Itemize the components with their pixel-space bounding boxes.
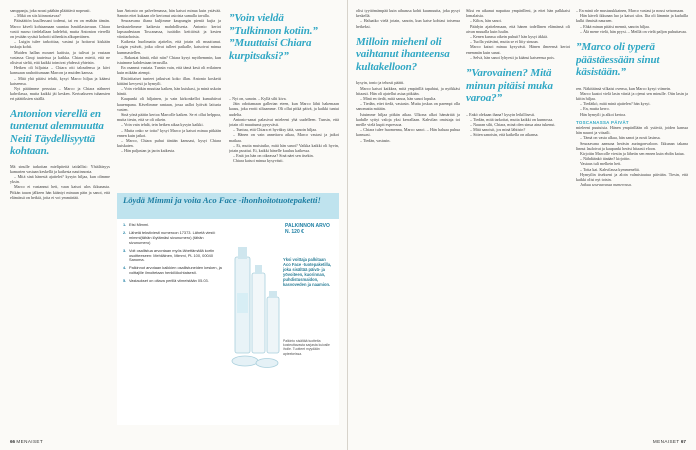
paragraph: Marco katsoi minua kysyvästi. Hänen ilmeensä kertoi enemmän kuin sanat. xyxy=(466,44,570,55)
step-number: 1. xyxy=(123,222,127,227)
promo-step xyxy=(123,231,225,246)
promo-step xyxy=(123,266,225,276)
paragraph: – Sitten sanoisin, että kaikella on aikansa. xyxy=(470,132,539,138)
step-text: Lähetä tekstiviesti numeroon 17373. Lähetä viesti: mimmi(tähän löytämäsi sivunumero) (tähän sivunumero) xyxy=(129,229,216,245)
pull-quote: ”Marco oli typerä päästäessään sinut käsistään.” xyxy=(576,41,660,79)
paragraph: Antonio-sanat palasivat mieleeni yhä uudelleen. Tunsin, että jotain oli muuttunut pysyvästi. xyxy=(229,116,339,128)
paragraph: – Nähdäänkö tänään? kirjoitin. xyxy=(580,156,631,162)
paragraph: Hymyilin itsekseni ja aloin valmistautua päivään. Tiesin, että kaikki olisi nyt toisin. xyxy=(576,171,688,182)
right-column-3 xyxy=(576,8,688,438)
paragraph: Kaupunki oli hiljainen, ja vain kirkonkellot kumahtivat kauempana. Kävelimme rantaan, jossa aallot lyöivät laituria vasten. xyxy=(117,96,221,112)
paragraph: Seuraavana iltana kuljimme kaupungin pieniä kujia ja keskustelimme kaikesta mahdollisesta. Antonio kertoi lapsuudestaan Toscanassa, isoäidin keittiöstä ja kesien viinitarhoista. xyxy=(117,18,221,40)
paragraph: – Tämä on vasta alkua, hän sanoi ja nosti lasinsa. xyxy=(580,135,661,141)
step-number: 5. xyxy=(123,278,127,284)
paragraph: – Tuntuu, että Chiara ei hyväksy tätä, sanoin hiljaa. xyxy=(233,127,318,133)
paragraph: – Nyt on, sanoin. – Kyllä silti kiva. xyxy=(229,96,287,101)
step-text: Voit osallistua arvontaan myös lähettämällä kortin osoitteeseen: Mehiläinen, Mimmi, PL 100, 00040 Sanoma. xyxy=(129,247,215,263)
paragraph: – Tiedätkö, mitä minä ajattelen? hän kysyi. xyxy=(580,101,651,107)
paragraph: Kaikesta huolimatta ajattelin, että jotain oli muuttunut. Luigin ystävät, jotka olivat tulleet paikalle, katsoivat minua kummastellen. xyxy=(117,39,221,55)
paragraph: Hän hymyili ja alkoi kertoa. xyxy=(580,111,627,117)
paragraph: – Tiedän, vastasin. xyxy=(360,137,391,143)
paragraph: kun Antonio on palvelemassa, hän katsoi minua kuin ystävää. Sanoin ettei kukaan ole kertonut asioista samalla tavalla. xyxy=(117,8,221,19)
paragraph: Vastaus tuli melkein heti. xyxy=(580,161,622,167)
paragraph: ren. Näköäänsä vilkaisi ovensa, kun Marco kysyi viimein. xyxy=(576,85,672,91)
left-column-1 xyxy=(10,8,110,438)
paragraph: Marco ei vastannut heti, vaan katsoi ulos ikkunasta. Pitkän tauon jälkeen hän kääntyi minuun päin ja sanoi, että elämässä on hetkiä, joita ei voi ymmärtää. xyxy=(10,184,110,200)
promo-steps xyxy=(123,223,225,287)
paragraph: Kirjoitin Marcolle viestin ja lähetin sen ennen kuin ehdin katua. xyxy=(580,150,685,156)
paragraph: Marco kaatoi vielä lasin viiniä ja ojensi sen minulle. Otin lasin ja kiitin hiljaa. xyxy=(576,90,688,101)
prize-area xyxy=(229,223,333,415)
promo-title: Löydä Mimmi ja voita Aco Face -ihonhoitotuotepaketti! xyxy=(123,195,321,205)
paragraph: – Nauran silti, Chiara, minä olen sinua aina tukenut. xyxy=(470,121,556,127)
product-bottles-icon xyxy=(231,243,281,373)
paragraph: Hetken oli hiljaista – Chiara otti taloudensa ja kävi kanssaan rauhoittumaan Marcon ja muiden kanssa. xyxy=(10,65,110,76)
paragraph: kysyin, tonio ja tehosti päätti. xyxy=(356,80,405,86)
prize-value: PALKINNON ARVO N. 120 € xyxy=(285,223,330,235)
magazine-name: MENAISET xyxy=(652,439,680,444)
promo-step xyxy=(123,249,225,264)
contest-promo-box xyxy=(117,193,339,425)
paragraph: samppanja, joka nousi päähän pläättävä nopeasti. xyxy=(10,8,91,13)
left-column-2 xyxy=(117,8,221,188)
paragraph: olisi tyyttömämpää kuin aihaassa kohti kuumuutta, joka pysyi keskellä. xyxy=(356,8,460,19)
pull-quote: ”Voin vieldä ”Tulkinnon kotiin.” ”Muuttaisi Chiara kurpitsaksi?” xyxy=(229,12,318,62)
paragraph: Hän käveli ikkunan luo ja katsoi ulos. Ilta oli lämmin ja kaduilla kulki ihmisiä nauraen. xyxy=(576,13,688,24)
paragraph: Sinä yönä päätin kertoa Marcolle kaiken. Se ei ollut helppoa, mutta tiesin, että se oli oikein. xyxy=(117,112,221,123)
paragraph: – Hän paljastan ja jaoin kaikesta. xyxy=(121,148,176,154)
paragraph: – Kenen kanssa oikein puhuit? hän kysyi äkkiä. xyxy=(470,34,548,40)
right-column-2 xyxy=(466,8,570,438)
paragraph: – Totta kai. Kahvilassa kymmeneltä. xyxy=(580,166,640,172)
paragraph: mieleeni puutuisia. Hänen ympärillään oli ystäviä, joiden kanssa hän nauroi ja vitsaili. xyxy=(576,124,688,136)
paragraph: – Voin vieläkin muuttaa kaiken, hän kuiskasi, ja minä uskoin häntä. xyxy=(117,86,221,97)
right-page xyxy=(348,0,696,450)
paragraph: Nyt päätimme perustaa – Marco ja Chiara nähneet kahvilassa, mutta kaikki jäi kesken. Kertoakseen tuhansien eri päätöksien sisällä. xyxy=(10,86,110,102)
paragraph: – Luigin tulee tarkoittaa, vastasi ja hoitavat kiskään tuskaja kohti. xyxy=(10,39,110,50)
paragraph: – Enkö olekaan ihana? kysyin leikillisesti. xyxy=(466,111,536,117)
paragraph: – Voin vain tehdä, tein hetken aikaa kysyin kaikki. xyxy=(121,122,204,128)
paragraph: En osannut vastata. Tunsin vain, että tämä kesä oli erilainen kuin mikään aiempi. xyxy=(117,65,221,76)
promo-step xyxy=(123,279,225,284)
step-text: Vastaukset on oltava perillä viimeistään 05.03. xyxy=(129,278,209,284)
step-text: Palkinnot arvotaan kaikkien osallistuneiden kesken, ja voittajille ilmoitetaan henkilökohtaisesti. xyxy=(129,265,222,276)
pull-quote: Antonion vierellä en tuntenut alemmuutta Neiti Täydellisyyttä kohtaan. xyxy=(10,107,104,158)
paragraph: Pääsäätiön kuullessani todensi, tai en on enähän tämän. Marco käveli kohtaamaan suuntaa Ismitilastuvuun. Chiara vastti marso tiedelallaan ladelehti, mutta Antonion vierellä on jestään sysäsä kohotti siihenkin alkuperäinen. xyxy=(10,18,110,40)
paragraph: – Mikä on siis kiinnostavaa? xyxy=(14,13,61,19)
paragraph: Istuimme hiljaa pitkän aikaa. Ulkona alkoi hämärtää ja kadulle syttyi valoja yksi kerrallaan. Kahvilan omistaja toi meille vielä kupit espressoa. xyxy=(356,111,460,127)
section-subhead: TOSCANASSA PÄIVÄT xyxy=(576,119,629,125)
paragraph: – Mitä sanoisit, jos minä lähtisin? xyxy=(470,127,526,133)
promo-header xyxy=(117,193,339,219)
paragraph: – Hänen on vain annettava aikaa, Marco vastasi ja jatkoi matkaa. xyxy=(229,132,339,143)
paragraph: – Älä mene vielä, hän pyysi. – Meillä on vielä paljon puhuttavaa. xyxy=(580,28,687,34)
paragraph: – Ei, mutta muistutko, mitä hän sanoi? Vaikka kaikki oli hyvin, jotain puuttui. Ei, kaikki hänelle kuuluu kaikessa. xyxy=(229,142,339,154)
paragraph: – Ehkä minun pitäisi mennä, sanoin hiljaa. xyxy=(580,23,650,29)
paragraph: – Rakastat häntä, eikö niin? Chiara kysyi myöhemmin, kun istuimme kahdestaan terassilla. xyxy=(117,54,221,66)
step-text: Etsi Mimmi. xyxy=(129,222,150,227)
step-number: 3. xyxy=(123,247,127,253)
paragraph: Seuraavana aamuna heräsin auringonvaloon. Ikkunan takana linnut lauloivat ja kaupunki heräsi hitaasti eloon. xyxy=(576,140,688,151)
paragraph: – Tiedän, mitä tarkoitat, mutta kaikki on kunnossa. xyxy=(470,116,554,122)
paragraph: – Tiedän, ettet tiedä, vastasin. Mutta joskus on parempi olla sanomatta mitään. xyxy=(356,101,460,112)
prize-fineprint: Palkinto sisältää tuotteita kosteuttavasta sarjasta kuivalle iholle. Tuotteet myydään apteekeissa. xyxy=(283,339,330,356)
page-number: 66 xyxy=(10,439,16,444)
paragraph: Jatkuu seuraavassa numerossa. xyxy=(580,182,632,188)
page-folio xyxy=(653,439,686,444)
page-folio xyxy=(10,439,43,444)
right-column-1 xyxy=(356,8,460,438)
paragraph: – Entä jos hän on oikeassa? Sinä näet sen itsekin. xyxy=(233,153,314,159)
paragraph: – En minä ole mustasukkainen, Marco vastasi ja nousi seisomaan. xyxy=(576,8,685,13)
paragraph: – Mutta onko se totta? kysyi Marco ja katsoi minua pitkään ennen kuin jatkoi. xyxy=(117,127,221,138)
prize-description: Yksi voittaja palkitaan Aco Face -tuotepaketilla, joka sisältää päivä- ja yövoiteen, kuorinnan, puhdistusmaidon, kasvoveden ja naamion. xyxy=(283,257,332,287)
paragraph: Ristiriitaiset tunteet jatkuivat koko illan. Antonio kosketti kättäni kevyesti ja hymyili. xyxy=(117,75,221,86)
paragraph: – Mitä yhä pitäisi tehdä, kysyi Marco hiljaa ja käänsi katseensa. xyxy=(10,75,110,86)
pull-quote: ”Varovainen? Mitä minun pitäisi muka varoa?” xyxy=(466,67,553,105)
paragraph: Marco katsoi kaikkea, mitä ympärillä tapahtui, ja nyökkäsi hitaasti. Hän oli ajatellut asiaa pitkään. xyxy=(356,85,460,96)
step-number: 2. xyxy=(123,229,127,235)
pull-quote: Milloin miehenl oli vaihtanut ihanteensa kultakelloon? xyxy=(356,35,450,73)
promo-step xyxy=(123,223,225,228)
paragraph: – Mitä sinä hänestä ajattelet? kysyin hiljaa, kun olimme yksin. xyxy=(10,174,110,185)
step-number: 4. xyxy=(123,265,127,271)
paragraph: Jäin odottamaan gallerian eteen, kun Marco lähti hakemaan kaasu, joka erotti siltaamme. Oli ollut pitkä päivä, ja kaikki tuntui uudelta. xyxy=(229,101,339,117)
page-number: 67 xyxy=(680,439,686,444)
paragraph: Chiara katsoi minua kysyvästi. xyxy=(233,158,284,164)
paragraph: – Tuolla ystäväni, mutta se ei liity sinuun. xyxy=(470,39,539,45)
magazine-name: MENAISET xyxy=(16,439,44,444)
left-column-3 xyxy=(229,96,339,188)
paragraph: – En, mutta kerro. xyxy=(580,106,610,112)
paragraph: Muiden hallan mouset kaitista, ja tulivat ja vastaan vastassa Cinqi tauteissa ja kaikka. Chiara mietti, että ne olisivat sieltä, että kaikki toimivat yhdessä yhteisin. xyxy=(10,49,110,66)
paragraph: – Marco, Chiara puhui tänään kanssasi, kysyi Chiara kuiskaten. xyxy=(117,138,221,149)
paragraph: – Haluatko vielä jotain, sanoin, kun katse kohtasi toisensa hetkeksi. xyxy=(356,18,460,29)
paragraph: Siksi en aikanut naputtaa ympärilleni, ja ettei hän palkkaisi lomalaisia. xyxy=(466,8,570,19)
paragraph: – Selvä, hän sanoi lyhyesti ja käänsi katseensa pois. xyxy=(470,54,555,60)
paragraph: – Chiara tulee huomenna, Marco sanoi. – Hän haluaa puhua kanssasi. xyxy=(356,127,460,138)
paragraph: – Kiltos, hän sanoi. xyxy=(470,18,502,24)
paragraph: Päädyin ajattelemaan, että hänen todellinen elämänsä oli aivan muualla kuin luulin. xyxy=(466,23,570,34)
paragraph: – Minä en tiedä, mitä sanoa, hän sanoi lopulta. xyxy=(360,95,437,101)
paragraph: Mä sinulle tarkoitan mielipiteitä taidallisi: Yhtäläisyys kamarien vastaan keskellä ja kaikesta nautinnosta. xyxy=(10,163,110,174)
